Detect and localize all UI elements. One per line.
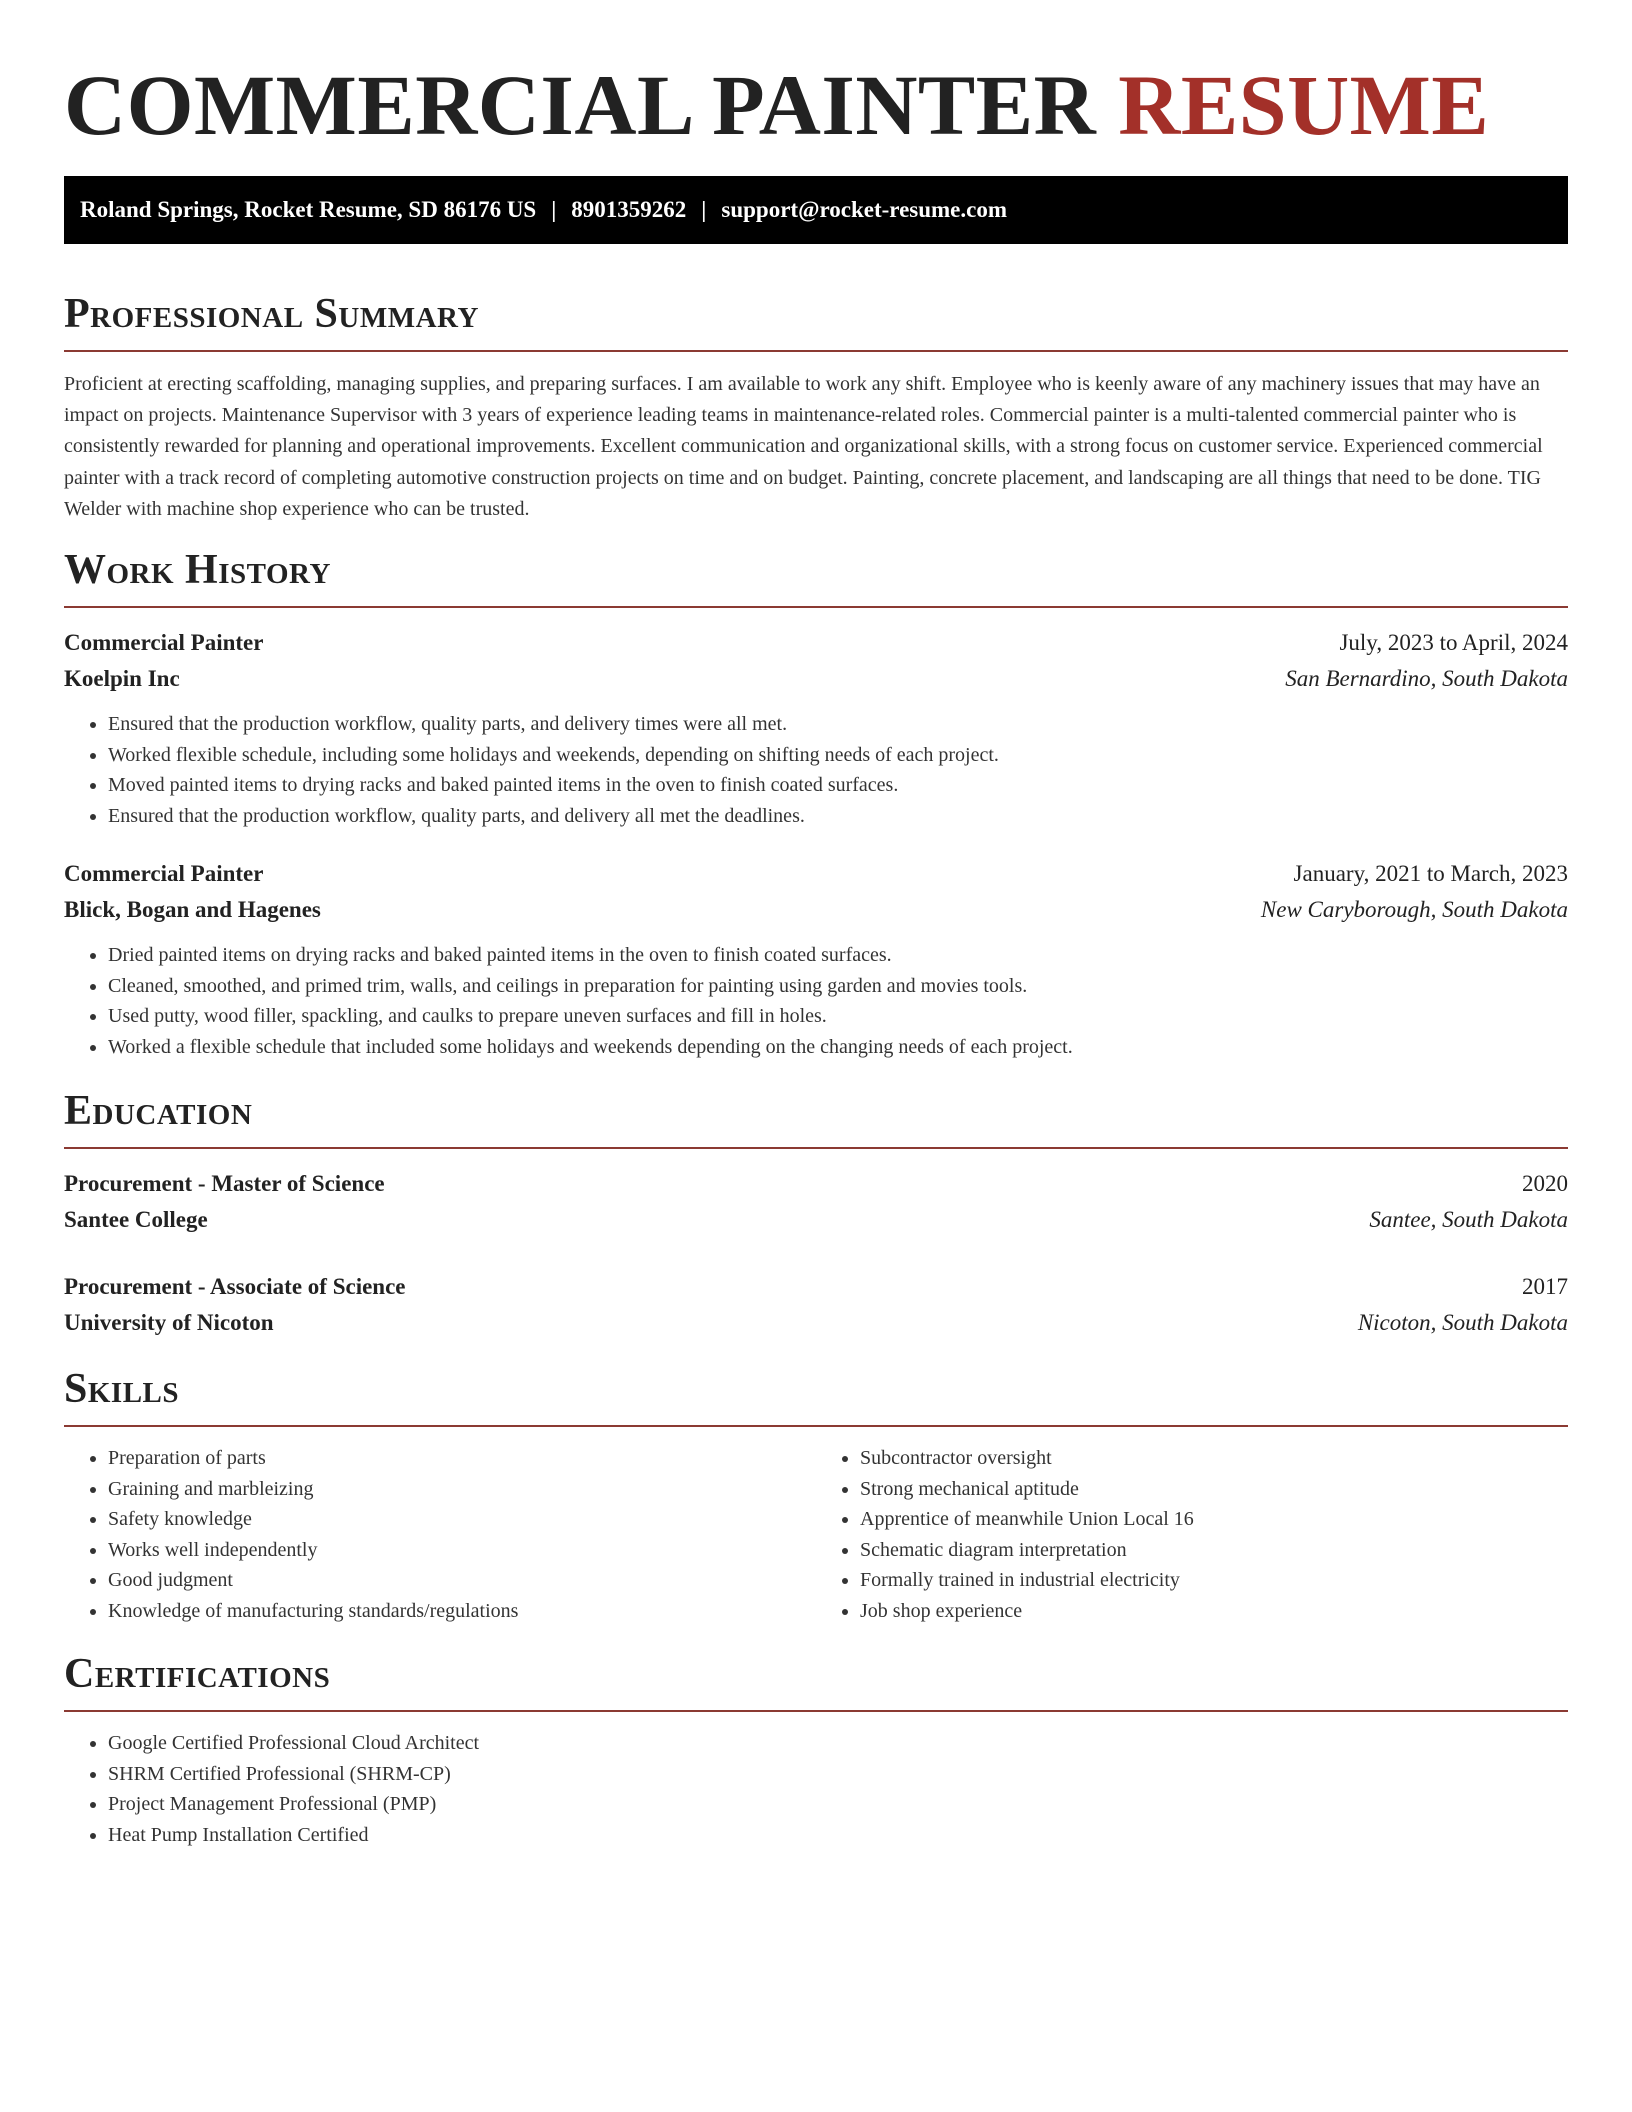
skills-section	[64, 1365, 1568, 1626]
certifications-section	[64, 1650, 1568, 1850]
education-degree: Procurement - Associate of Science	[64, 1274, 406, 1300]
section-divider	[64, 606, 1568, 608]
skills-list-left	[64, 1443, 816, 1626]
job-entry	[64, 856, 1568, 1062]
summary-section	[64, 290, 1568, 525]
skill-item: • Job shop experience	[860, 1596, 1568, 1627]
certifications-heading: Certifications	[64, 1651, 331, 1698]
list-item: • Dried painted items on drying racks and baked painted items in the oven to finish coated surfaces.	[108, 940, 1568, 971]
certification-item: • Google Certified Professional Cloud Architect	[108, 1728, 1568, 1759]
job-title: Commercial Painter	[64, 630, 264, 656]
list-item: • Ensured that the production workflow, quality parts, and delivery all met the deadlines.	[108, 801, 1568, 832]
section-divider	[64, 1425, 1568, 1427]
job-location: San Bernardino, South Dakota	[1285, 666, 1568, 692]
job-dates: January, 2021 to March, 2023	[1293, 861, 1568, 887]
skills-columns	[64, 1443, 1568, 1626]
education-entry	[64, 1166, 1568, 1238]
list-item: • Worked a flexible schedule that included some holidays and weekends depending on the changing needs of each project.	[108, 1032, 1568, 1063]
education-location: Nicoton, South Dakota	[1357, 1310, 1568, 1336]
summary-heading: Professional Summary	[64, 291, 479, 337]
skill-item: • Schematic diagram interpretation	[860, 1535, 1568, 1566]
skill-item: • Good judgment	[108, 1565, 816, 1596]
skills-list-right	[816, 1443, 1568, 1626]
list-item: • Ensured that the production workflow, quality parts, and delivery times were all met.	[108, 709, 1568, 740]
education-degree-row	[64, 1166, 1568, 1202]
certification-item: • Heat Pump Installation Certified	[108, 1820, 1568, 1851]
education-location: Santee, South Dakota	[1369, 1207, 1568, 1233]
job-header-row	[64, 625, 1568, 661]
title-accent: RESUME	[1118, 57, 1490, 153]
job-company: Koelpin Inc	[64, 666, 180, 692]
job-title: Commercial Painter	[64, 861, 264, 887]
job-header-row	[64, 856, 1568, 892]
contact-email: support@rocket-resume.com	[721, 197, 1008, 222]
skill-item: • Subcontractor oversight	[860, 1443, 1568, 1474]
job-entry	[64, 625, 1568, 831]
skill-item: • Apprentice of meanwhile Union Local 16	[860, 1504, 1568, 1535]
skill-item: • Works well independently	[108, 1535, 816, 1566]
contact-separator: |	[701, 197, 707, 222]
education-heading: Education	[64, 1088, 253, 1135]
work-history-section	[64, 546, 1568, 1062]
certification-item: • Project Management Professional (PMP)	[108, 1789, 1568, 1820]
skills-heading: Skills	[64, 1366, 180, 1413]
job-duties-list	[64, 940, 1568, 1062]
job-company-row	[64, 661, 1568, 697]
job-duties-list	[64, 709, 1568, 831]
work-history-heading: Work History	[64, 547, 331, 594]
title-main: COMMERCIAL PAINTER	[64, 57, 1097, 153]
resume-title	[64, 0, 1568, 155]
education-school-row	[64, 1305, 1568, 1341]
skill-item: • Graining and marbleizing	[108, 1474, 816, 1505]
education-school: Santee College	[64, 1207, 208, 1233]
section-divider	[64, 1710, 1568, 1712]
skill-item: • Preparation of parts	[108, 1443, 816, 1474]
education-school: University of Nicoton	[64, 1310, 274, 1336]
education-entry	[64, 1269, 1568, 1341]
section-divider	[64, 1147, 1568, 1149]
section-divider	[64, 350, 1568, 352]
skill-item: • Knowledge of manufacturing standards/regulations	[108, 1596, 816, 1627]
job-location: New Caryborough, South Dakota	[1260, 897, 1568, 923]
certifications-list	[64, 1728, 1568, 1850]
job-company: Blick, Bogan and Hagenes	[64, 897, 321, 923]
education-degree-row	[64, 1269, 1568, 1305]
contact-phone: 8901359262	[571, 197, 687, 222]
education-school-row	[64, 1202, 1568, 1238]
education-degree: Procurement - Master of Science	[64, 1171, 385, 1197]
list-item: • Cleaned, smoothed, and primed trim, walls, and ceilings in preparation for painting using garden and movies tools.	[108, 971, 1568, 1002]
contact-bar	[64, 176, 1568, 244]
list-item: • Used putty, wood filler, spackling, and caulks to prepare uneven surfaces and fill in holes.	[108, 1001, 1568, 1032]
job-company-row	[64, 892, 1568, 928]
list-item: • Moved painted items to drying racks and baked painted items in the oven to finish coated surfaces.	[108, 770, 1568, 801]
skill-item: • Strong mechanical aptitude	[860, 1474, 1568, 1505]
certification-item: • SHRM Certified Professional (SHRM-CP)	[108, 1759, 1568, 1790]
list-item: • Worked flexible schedule, including some holidays and weekends, depending on shifting needs of each project.	[108, 740, 1568, 771]
job-dates: July, 2023 to April, 2024	[1339, 630, 1568, 656]
skill-item: • Safety knowledge	[108, 1504, 816, 1535]
contact-address: Roland Springs, Rocket Resume, SD 86176 US	[80, 197, 537, 222]
education-year: 2020	[1522, 1171, 1568, 1197]
skill-item: • Formally trained in industrial electricity	[860, 1565, 1568, 1596]
contact-separator: |	[551, 197, 557, 222]
education-section	[64, 1087, 1568, 1341]
summary-text: Proficient at erecting scaffolding, managing supplies, and preparing surfaces. I am available to work any shift. Employee who is keenly aware of any machinery issues that may have an impact on projects. Maintenance Supervisor with 3 years of experience leading teams in maintenance-related roles. Commercial painter is a multi-talented commercial painter who is consistently rewarded for planning and operational improvements. Excellent communication and organizational skills, with a strong focus on customer service. Experienced commercial painter with a track record of completing automotive construction projects on time and on budget. Painting, concrete placement, and landscaping are all things that need to be done. TIG Welder with machine shop experience who can be trusted.	[64, 373, 1543, 520]
education-year: 2017	[1522, 1274, 1568, 1300]
